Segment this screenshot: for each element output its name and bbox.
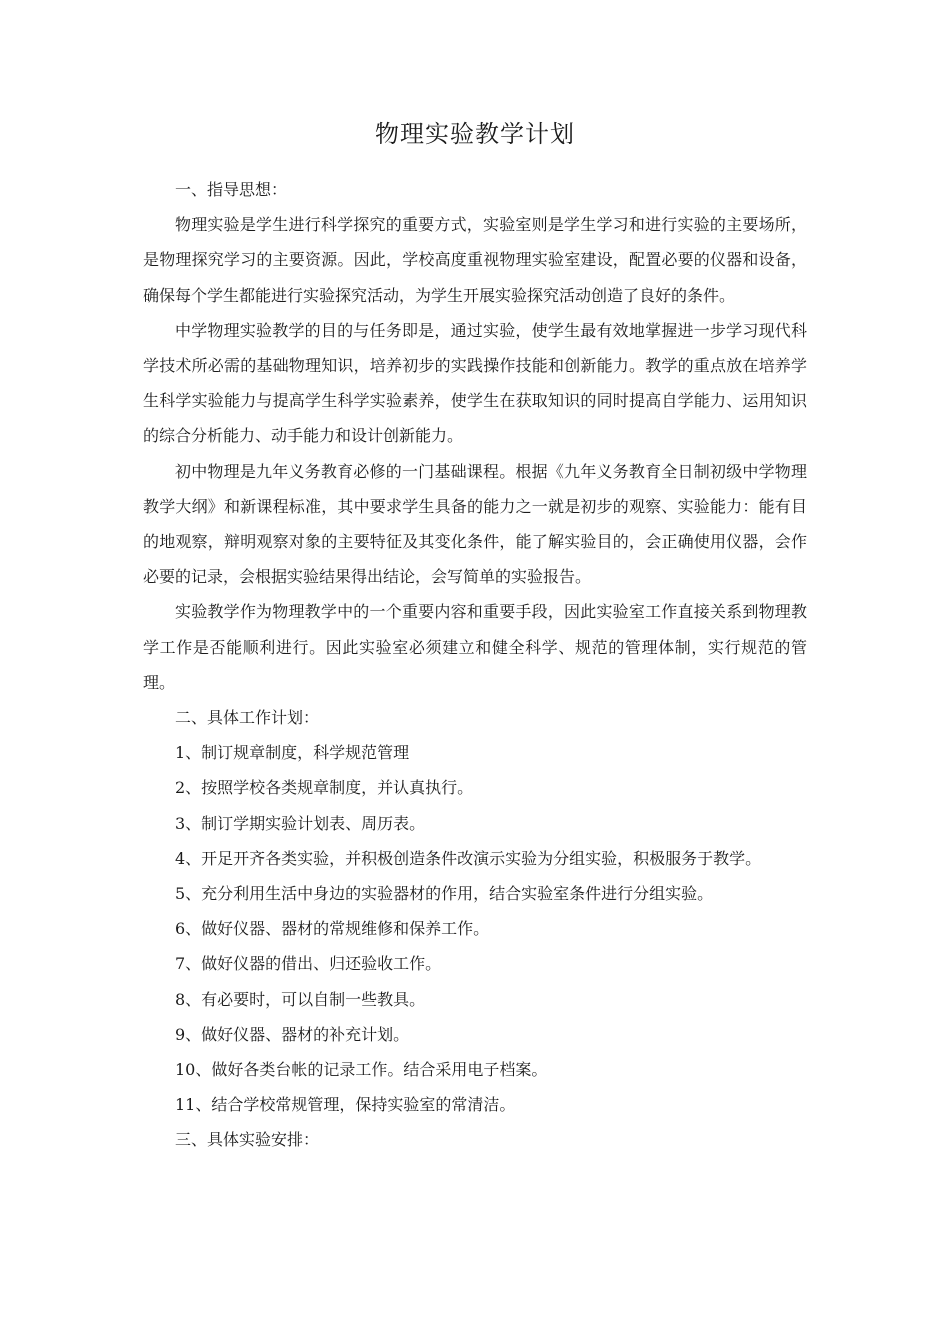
paragraph: 初中物理是九年义务教育必修的一门基础课程。根据《九年义务教育全日制初级中学物理教学大纲》和新课程标准，其中要求学生具备的能力之一就是初步的观察、实验能力：能有目的地观察，辩明观察对象的主要特征及其变化条件，能了解实验目的，会正确使用仪器，会作必要的记录，会根据实验结果得出结论，会写简单的实验报告。 <box>143 461 807 587</box>
section-heading-guiding-thought: 一、指导思想： <box>175 180 288 199</box>
list-item: 11、结合学校常规管理，保持实验室的常清洁。 <box>175 1095 516 1115</box>
list-item: 10、做好各类台帐的记录工作。结合采用电子档案。 <box>175 1060 548 1080</box>
list-item: 6、做好仪器、器材的常规维修和保养工作。 <box>175 919 490 939</box>
document-body <box>143 172 807 1158</box>
list-item: 2、按照学校各类规章制度，并认真执行。 <box>175 778 474 798</box>
list-item: 4、开足开齐各类实验，并积极创造条件改演示实验为分组实验，积极服务于教学。 <box>175 848 762 868</box>
list-item: 9、做好仪器、器材的补充计划。 <box>175 1024 410 1044</box>
list-item: 5、充分利用生活中身边的实验器材的作用，结合实验室条件进行分组实验。 <box>175 884 714 904</box>
paragraph: 实验教学作为物理教学中的一个重要内容和重要手段，因此实验室工作直接关系到物理教学工作是否能顺利进行。因此实验室必须建立和健全科学、规范的管理体制，实行规范的管理。 <box>143 602 807 692</box>
list-item: 3、制订学期实验计划表、周历表。 <box>175 813 426 833</box>
list-item: 1、制订规章制度，科学规范管理 <box>175 743 410 763</box>
section-heading-experiment-schedule: 三、具体实验安排： <box>175 1130 320 1150</box>
list-item: 7、做好仪器的借出、归还验收工作。 <box>175 954 442 974</box>
section-heading-work-plan: 二、具体工作计划： <box>175 708 320 728</box>
paragraph: 物理实验是学生进行科学探究的重要方式，实验室则是学生学习和进行实验的主要场所，是物理探究学习的主要资源。因此，学校高度重视物理实验室建设，配置必要的仪器和设备，确保每个学生都能进行实验探究活动，为学生开展实验探究活动创造了良好的条件。 <box>143 215 807 305</box>
list-item: 8、有必要时，可以自制一些教具。 <box>175 989 426 1009</box>
document-title: 物理实验教学计划 <box>375 120 575 148</box>
paragraph: 中学物理实验教学的目的与任务即是，通过实验，使学生最有效地掌握进一步学习现代科学技术所必需的基础物理知识，培养初步的实践操作技能和创新能力。教学的重点放在培养学生科学实验能力与提高学生科学实验素养，使学生在获取知识的同时提高自学能力、运用知识的综合分析能力、动手能力和设计创新能力。 <box>143 320 807 446</box>
